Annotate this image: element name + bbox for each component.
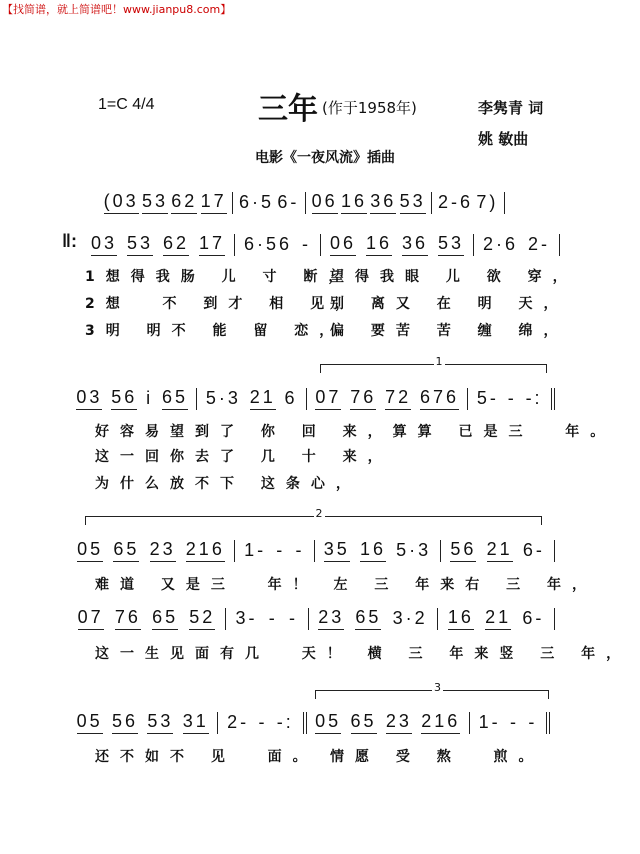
note-group: 72: [385, 387, 411, 410]
note-group: 06: [312, 191, 338, 214]
lyric-verse1-a: 1想得我肠 儿 寸 断，: [85, 269, 354, 285]
measure: [235, 540, 315, 562]
lyric-line5a: 还不如不 见 面。: [95, 749, 318, 765]
measure: [438, 608, 555, 630]
lyricist: 李隽青 词: [478, 99, 544, 117]
note-group: -: [509, 712, 519, 732]
volta-3: [315, 681, 549, 699]
measure: [235, 234, 321, 256]
volta-label: 1: [435, 355, 443, 368]
note-group: 2-: [527, 234, 550, 254]
note-group: 65: [355, 607, 381, 630]
measure: [307, 388, 468, 410]
note-group: -: [288, 608, 298, 628]
music-row: [68, 710, 550, 734]
note-group: 6·5: [239, 192, 275, 212]
note-group: i: [146, 388, 154, 408]
note-group: 62: [171, 191, 197, 214]
lyric-verse2-a: 2想 不 到才 相 见，: [85, 296, 361, 312]
measure: [321, 234, 474, 256]
note-group: 23: [386, 711, 412, 734]
lyric-line5b: 情愿 受 熬 煎。: [330, 749, 544, 765]
volta-label: 2: [315, 507, 323, 520]
note-group: 6-: [277, 192, 300, 212]
measure: [68, 608, 226, 630]
site-banner[interactable]: 【找简谱，就上简谱吧！www.jianpu8.com】: [2, 3, 232, 16]
note-group: 16: [341, 191, 367, 214]
measure: [68, 540, 235, 562]
note-group: 62: [163, 233, 189, 256]
note-group: -: [507, 388, 517, 408]
note-group: 17: [199, 233, 225, 256]
note-group: 3·2: [392, 608, 428, 628]
note-group: 17: [201, 191, 227, 214]
music-row: [82, 232, 560, 256]
note-group: 3-: [235, 608, 258, 628]
lyric-verse2-b: 别 离又 在 明 天，: [330, 296, 569, 312]
note-group: 21: [250, 387, 276, 410]
note-group: 05: [315, 711, 341, 734]
song-title: 三年: [258, 92, 318, 127]
note-group: 16: [360, 539, 386, 562]
measure: [474, 234, 560, 256]
key-signature: 1=C 4/4: [98, 96, 155, 113]
measure: [441, 540, 555, 562]
note-group: 76: [350, 387, 376, 410]
note-group: 03: [76, 387, 102, 410]
note-group: 07: [78, 607, 104, 630]
note-group: -: [276, 540, 286, 560]
lyric-line2a: 好容易望到了 你 回 来，算算 已是三 年。: [95, 424, 616, 440]
note-group: 6-: [522, 540, 545, 560]
music-row: [68, 606, 555, 630]
note-group: 36: [370, 191, 396, 214]
note-group: 05: [77, 711, 103, 734]
note-group: 6·56: [244, 234, 293, 254]
volta-1: [320, 355, 547, 373]
note-group: -: [258, 712, 268, 732]
note-group: 76: [115, 607, 141, 630]
note-group: 5·3: [205, 388, 241, 408]
start-repeat-sign: ‖:: [62, 231, 77, 251]
measure: [432, 192, 505, 214]
note-group: (03: [104, 191, 139, 214]
note-group: 16: [448, 607, 474, 630]
note-group: 53: [147, 711, 173, 734]
note-group: 65: [351, 711, 377, 734]
note-group: -:: [525, 388, 543, 408]
measure: [68, 388, 197, 410]
music-row: [68, 386, 555, 410]
note-group: -: [528, 712, 538, 732]
note-group: -:: [276, 712, 294, 732]
measure: [218, 712, 306, 734]
note-group: 56: [111, 387, 137, 410]
note-group: 7): [476, 192, 499, 212]
note-group: 216: [186, 539, 225, 562]
note-group: 53: [127, 233, 153, 256]
note-group: 5-: [476, 388, 499, 408]
note-group: 1-: [244, 540, 267, 560]
volta-label: 3: [434, 681, 441, 694]
note-group: 31: [183, 711, 209, 734]
lyric-verse3-b: 偏 要苦 苦 缠 绵，: [330, 323, 569, 339]
measure: [468, 388, 555, 410]
lyric-line3: 难道 又是三 年！ 左 三 年来右 三 年，: [95, 577, 597, 593]
note-group: 35: [324, 539, 350, 562]
note-group: 21: [485, 607, 511, 630]
lyric-verse3-a: 3明 明不 能 留 恋，: [85, 323, 345, 339]
note-group: 23: [318, 607, 344, 630]
note-group: 53: [400, 191, 426, 214]
measure: [68, 712, 218, 734]
note-group: 56: [112, 711, 138, 734]
note-group: 5·3: [396, 540, 432, 560]
music-row: [98, 190, 505, 214]
lyric-line2c: 为什么放不下 这条心，: [95, 476, 361, 492]
note-group: 2·6: [483, 234, 519, 254]
music-row: [68, 538, 555, 562]
note-group: 06: [330, 233, 356, 256]
note-group: 52: [189, 607, 215, 630]
note-group: 6: [284, 388, 298, 408]
note-group: 6-: [522, 608, 545, 628]
note-group: 56: [450, 539, 476, 562]
composer: 姚 敏曲: [478, 130, 529, 148]
measure: [226, 608, 309, 630]
lyric-line4: 这一生见面有几 天！ 横 三 年来竖 三 年，: [95, 646, 632, 662]
note-group: 65: [152, 607, 178, 630]
note-group: 676: [420, 387, 459, 410]
note-group: 03: [91, 233, 117, 256]
note-group: -: [295, 540, 305, 560]
measure: [233, 192, 306, 214]
measure: [82, 234, 235, 256]
note-group: 36: [402, 233, 428, 256]
measure: [197, 388, 307, 410]
note-group: 1-: [478, 712, 501, 732]
note-group: 23: [150, 539, 176, 562]
measure: [98, 192, 233, 214]
note-group: 2-: [227, 712, 250, 732]
source-film: 电影《一夜风流》插曲: [255, 150, 395, 166]
measure: [315, 540, 442, 562]
lyric-verse1-b: 望得我眼 儿 欲 穿，: [330, 269, 578, 285]
note-group: 65: [113, 539, 139, 562]
note-group: 216: [421, 711, 460, 734]
note-group: -: [302, 234, 311, 254]
note-group: 07: [315, 387, 341, 410]
note-group: -: [268, 608, 278, 628]
song-subtitle: (作于1958年): [322, 99, 417, 117]
volta-2: [85, 507, 542, 525]
note-group: 21: [487, 539, 513, 562]
measure: [470, 712, 550, 734]
note-group: 53: [142, 191, 168, 214]
note-group: 2-6: [438, 192, 474, 212]
measure: [309, 608, 439, 630]
note-group: 16: [366, 233, 392, 256]
note-group: 65: [162, 387, 188, 410]
lyric-line2b: 这一回你去了 几 十 来，: [95, 449, 393, 465]
measure: [306, 192, 432, 214]
measure: [307, 712, 470, 734]
note-group: 53: [438, 233, 464, 256]
note-group: 05: [77, 539, 103, 562]
